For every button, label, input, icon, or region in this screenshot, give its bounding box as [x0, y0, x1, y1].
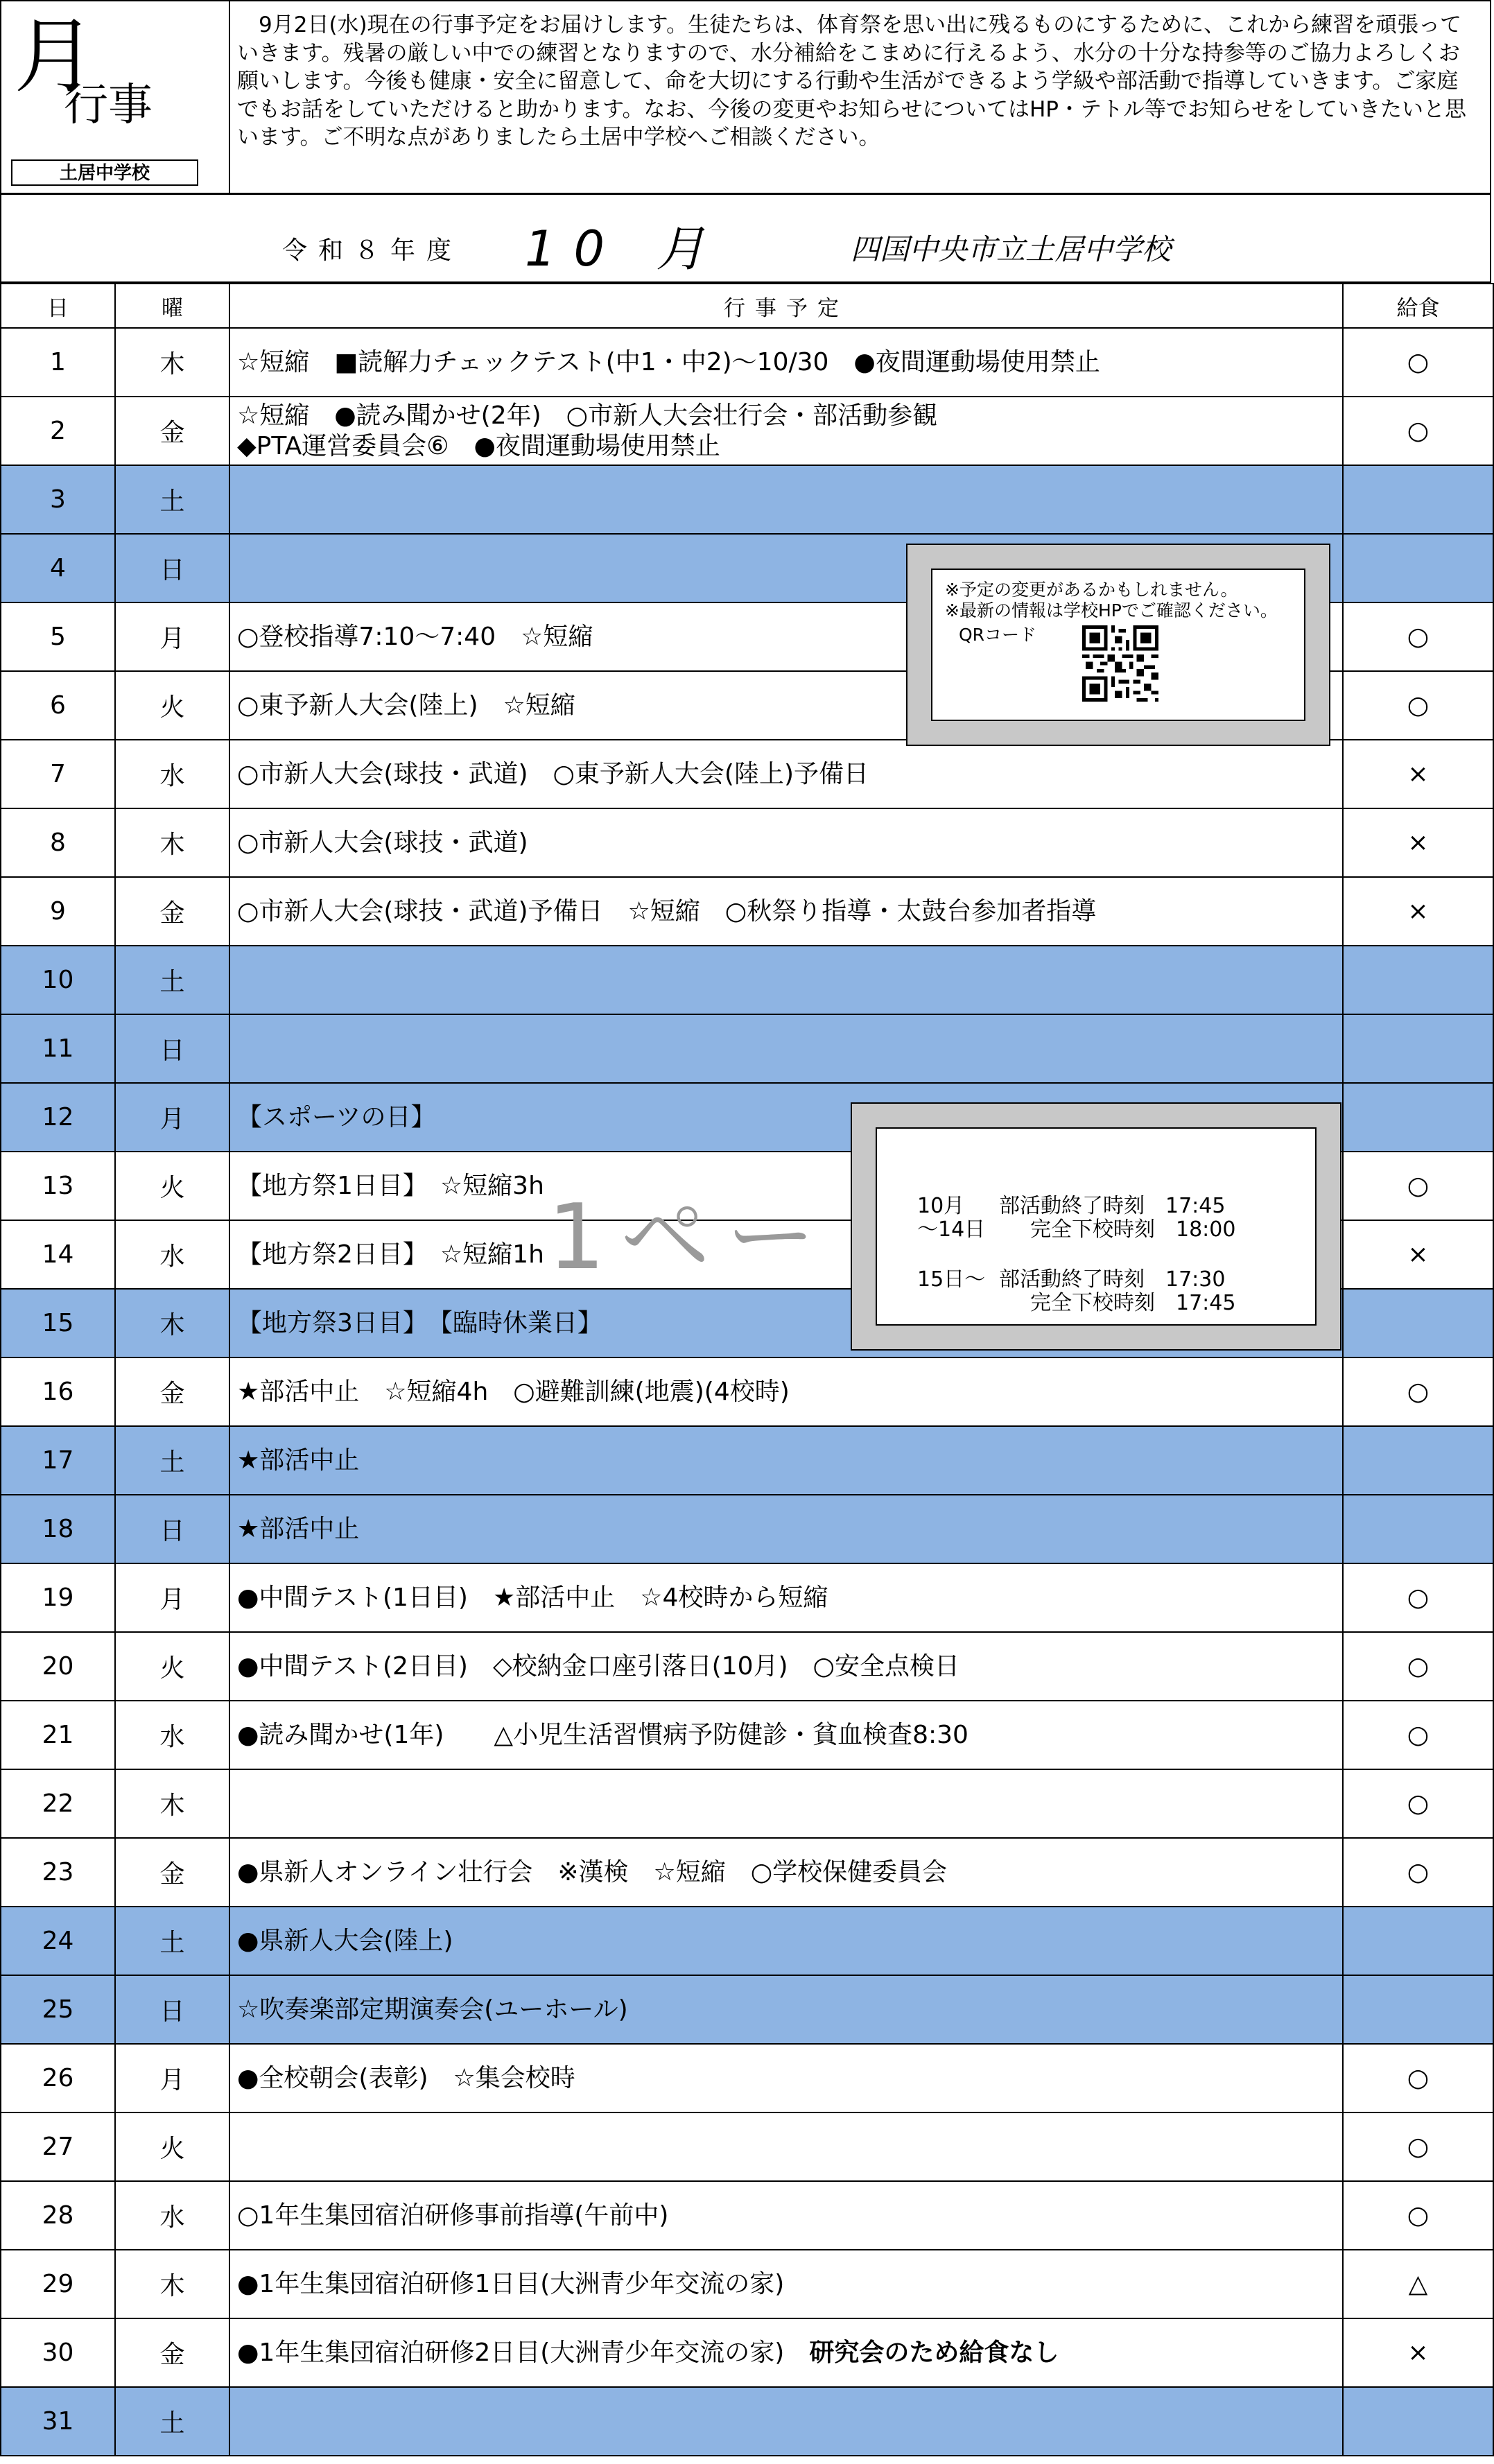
day-cell: 1	[1, 328, 115, 397]
day-cell: 11	[1, 1014, 115, 1083]
events-cell	[229, 1563, 1343, 1632]
weekday-cell: 火	[115, 1152, 229, 1220]
event-line	[237, 756, 1342, 792]
table-row	[1, 2112, 1493, 2181]
event-line	[237, 894, 1342, 929]
table-row	[1, 2318, 1493, 2387]
logo-events-text: 行事	[64, 80, 153, 131]
weekday-cell: 月	[115, 2044, 229, 2112]
events-cell	[229, 2044, 1343, 2112]
day-cell: 19	[1, 1563, 115, 1632]
club-period1-range: ～14日	[917, 1217, 986, 1242]
weekday-cell: 水	[115, 2181, 229, 2250]
weekday-cell: 土	[115, 1426, 229, 1495]
era-year: 令和８年度	[282, 236, 463, 265]
event-text: ●全校朝会(表彰) ☆集会校時	[237, 2064, 575, 2092]
day-cell: 18	[1, 1495, 115, 1563]
weekday-cell: 月	[115, 602, 229, 671]
event-text: 【地方祭1日目】 ☆短縮3h	[237, 1172, 544, 1200]
weekday-cell: 土	[115, 946, 229, 1014]
event-text: 【スポーツの日】	[237, 1103, 436, 1131]
event-text: ☆吹奏楽部定期演奏会(ユーホール)	[237, 1995, 628, 2024]
event-line	[237, 2198, 1342, 2233]
weekday-cell: 金	[115, 877, 229, 946]
event-text: ●中間テスト(2日目) ◇校納金口座引落日(10月) ○安全点検日	[237, 1652, 959, 1681]
club-period1-end: 部活動終了時刻 17:45	[999, 1194, 1226, 1218]
events-cell	[229, 877, 1343, 946]
weekday-cell: 月	[115, 1083, 229, 1152]
lunch-cell: ×	[1343, 1220, 1493, 1289]
day-cell: 21	[1, 1701, 115, 1769]
events-cell	[229, 328, 1343, 397]
weekday-cell: 木	[115, 1769, 229, 1838]
lunch-cell	[1343, 534, 1493, 602]
day-cell: 9	[1, 877, 115, 946]
table-row	[1, 1769, 1493, 1838]
event-text: ★部活中止	[237, 1515, 360, 1543]
table-row	[1, 1975, 1493, 2044]
event-text: ●県新人オンライン壮行会 ※漢検 ☆短縮 ○学校保健委員会	[237, 1858, 948, 1886]
day-cell: 17	[1, 1426, 115, 1495]
day-cell: 26	[1, 2044, 115, 2112]
lunch-cell: ○	[1343, 2044, 1493, 2112]
lunch-cell	[1343, 1426, 1493, 1495]
day-cell: 14	[1, 1220, 115, 1289]
table-row	[1, 946, 1493, 1014]
page-watermark: 1ペー	[548, 1184, 831, 1290]
table-row	[1, 808, 1493, 877]
month-title: 10 月	[525, 220, 723, 277]
event-line	[237, 1923, 1342, 1959]
lunch-cell: ×	[1343, 740, 1493, 808]
table-row	[1, 877, 1493, 946]
weekday-cell: 木	[115, 808, 229, 877]
event-line	[237, 1717, 1342, 1753]
lunch-cell: △	[1343, 2250, 1493, 2318]
day-cell: 8	[1, 808, 115, 877]
lunch-cell	[1343, 1495, 1493, 1563]
event-text: ★部活中止	[237, 1446, 360, 1475]
event-line	[237, 1374, 1342, 1409]
title-band	[0, 195, 1491, 283]
events-cell	[229, 946, 1343, 1014]
club-period2-end: 部活動終了時刻 17:30	[999, 1267, 1226, 1292]
club-period2-label: 15日～	[917, 1267, 986, 1292]
day-cell: 27	[1, 2112, 115, 2181]
events-cell	[229, 1769, 1343, 1838]
events-cell	[229, 1357, 1343, 1426]
lunch-cell	[1343, 1975, 1493, 2044]
table-row	[1, 1495, 1493, 1563]
event-text: ☆短縮 ●読み聞かせ(2年) ○市新人大会壮行会・部活動参観	[237, 401, 938, 430]
event-text: ●県新人大会(陸上)	[237, 1927, 453, 1955]
day-cell: 31	[1, 2387, 115, 2456]
event-text: ●読み聞かせ(1年) △小児生活習慣病予防健診・貧血検査8:30	[237, 1721, 969, 1749]
lunch-cell: ○	[1343, 1701, 1493, 1769]
day-cell: 5	[1, 602, 115, 671]
events-cell	[229, 1632, 1343, 1701]
event-text: ★部活中止 ☆短縮4h ○避難訓練(地震)(4校時)	[237, 1378, 790, 1406]
header-events: 行事予定	[229, 284, 1343, 328]
event-bold-note: 研究会のため給食なし	[809, 2339, 1059, 2367]
weekday-cell: 土	[115, 465, 229, 534]
weekday-cell: 土	[115, 2387, 229, 2456]
event-text: 【地方祭3日目】 【臨時休業日】	[237, 1309, 602, 1337]
day-cell: 10	[1, 946, 115, 1014]
weekday-cell: 木	[115, 1289, 229, 1357]
events-cell	[229, 1975, 1343, 2044]
weekday-cell: 日	[115, 534, 229, 602]
event-text: ○登校指導7:10～7:40 ☆短縮	[237, 623, 593, 651]
qr-notice-box	[906, 544, 1330, 746]
weekday-cell: 土	[115, 1907, 229, 1975]
table-row	[1, 1357, 1493, 1426]
events-cell	[229, 740, 1343, 808]
qr-note-line1: ※予定の変更があるかもしれません。	[945, 580, 1238, 600]
lunch-cell: ○	[1343, 671, 1493, 740]
lunch-cell: ○	[1343, 602, 1493, 671]
lunch-cell: ×	[1343, 808, 1493, 877]
day-cell: 2	[1, 397, 115, 465]
school-name: 四国中央市立土居中学校	[851, 232, 1172, 266]
lunch-cell: ○	[1343, 1769, 1493, 1838]
lunch-cell: ○	[1343, 1632, 1493, 1701]
lunch-cell	[1343, 2387, 1493, 2456]
logo	[1, 1, 230, 193]
event-line	[237, 2335, 1342, 2370]
table-row	[1, 2181, 1493, 2250]
club-period2-leave: 完全下校時刻 17:45	[1030, 1291, 1236, 1315]
day-cell: 29	[1, 2250, 115, 2318]
lunch-cell: ×	[1343, 877, 1493, 946]
club-time-box	[851, 1102, 1341, 1351]
weekday-cell: 木	[115, 328, 229, 397]
header-weekday: 曜	[115, 284, 229, 328]
event-text: 【地方祭2日目】 ☆短縮1h	[237, 1240, 544, 1269]
lunch-cell: ○	[1343, 397, 1493, 465]
table-row	[1, 1838, 1493, 1907]
table-row	[1, 1907, 1493, 1975]
logo-month-char: 月	[14, 8, 96, 104]
logo-school-name: 土居中学校	[11, 159, 198, 186]
lunch-cell: ○	[1343, 1152, 1493, 1220]
table-row	[1, 1563, 1493, 1632]
lunch-cell	[1343, 1014, 1493, 1083]
weekday-cell: 金	[115, 1357, 229, 1426]
day-cell: 28	[1, 2181, 115, 2250]
day-cell: 25	[1, 1975, 115, 2044]
day-cell: 30	[1, 2318, 115, 2387]
day-cell: 16	[1, 1357, 115, 1426]
club-period1-label: 10月	[917, 1194, 965, 1218]
events-cell	[229, 808, 1343, 877]
day-cell: 7	[1, 740, 115, 808]
header-lunch: 給食	[1343, 284, 1493, 328]
day-cell: 23	[1, 1838, 115, 1907]
weekday-cell: 火	[115, 2112, 229, 2181]
lunch-cell: ○	[1343, 2181, 1493, 2250]
event-text: ●中間テスト(1日目) ★部活中止 ☆4校時から短縮	[237, 1584, 828, 1612]
table-row	[1, 2387, 1493, 2456]
event-line	[237, 825, 1342, 860]
event-text: ○東予新人大会(陸上) ☆短縮	[237, 691, 575, 720]
table-row	[1, 2044, 1493, 2112]
qr-code[interactable]	[1082, 625, 1158, 702]
lunch-cell	[1343, 465, 1493, 534]
day-cell: 12	[1, 1083, 115, 1152]
day-cell: 4	[1, 534, 115, 602]
lunch-cell	[1343, 1907, 1493, 1975]
event-text: ○市新人大会(球技・武道) ○東予新人大会(陸上)予備日	[237, 760, 869, 788]
event-text: ○1年生集団宿泊研修事前指導(午前中)	[237, 2201, 669, 2230]
qr-label: QRコード	[959, 625, 1037, 645]
lunch-cell: ○	[1343, 2112, 1493, 2181]
lunch-cell: ×	[1343, 2318, 1493, 2387]
table-row	[1, 1701, 1493, 1769]
day-cell: 24	[1, 1907, 115, 1975]
event-line-2: ◆PTA運営委員会⑥ ●夜間運動場使用禁止	[237, 431, 720, 460]
weekday-cell: 金	[115, 2318, 229, 2387]
events-cell	[229, 397, 1343, 465]
table-row	[1, 1632, 1493, 1701]
event-line	[237, 345, 1342, 380]
event-line	[237, 2060, 1342, 2096]
lunch-cell: ○	[1343, 1357, 1493, 1426]
event-text: ☆短縮 ■読解力チェックテスト(中1・中2)～10/30 ●夜間運動場使用禁止	[237, 348, 1100, 376]
events-cell	[229, 2387, 1343, 2456]
events-cell	[229, 1014, 1343, 1083]
weekday-cell: 金	[115, 1838, 229, 1907]
event-line	[237, 1649, 1342, 1684]
weekday-cell: 日	[115, 1495, 229, 1563]
table-row	[1, 740, 1493, 808]
events-cell	[229, 1907, 1343, 1975]
lunch-cell: ○	[1343, 328, 1493, 397]
weekday-cell: 火	[115, 671, 229, 740]
table-header-row	[1, 284, 1493, 328]
table-row	[1, 465, 1493, 534]
lunch-cell: ○	[1343, 1838, 1493, 1907]
weekday-cell: 金	[115, 397, 229, 465]
club-period1-leave: 完全下校時刻 18:00	[1030, 1217, 1236, 1242]
day-cell: 13	[1, 1152, 115, 1220]
event-line	[237, 2266, 1342, 2302]
events-cell	[229, 1426, 1343, 1495]
event-text: ●1年生集団宿泊研修1日目(大洲青少年交流の家)	[237, 2270, 785, 2298]
day-cell: 3	[1, 465, 115, 534]
header	[0, 0, 1491, 195]
event-line	[237, 1511, 1342, 1547]
lunch-cell	[1343, 946, 1493, 1014]
weekday-cell: 日	[115, 1014, 229, 1083]
lunch-cell: ○	[1343, 1563, 1493, 1632]
events-cell	[229, 1838, 1343, 1907]
notice-text: 9月2日(水)現在の行事予定をお届けします。生徒たちは、体育祭を思い出に残るものにするために、これから練習を頑張っていきます。残暑の厳しい中での練習となりますので、水分補給をこまめに行えるよう、水分の十分な持参等のご協力よろしくお願いします。今後も健康・安全に留意して、命を大切にする行動や生活ができるよう学級や部活動で指導していきます。ご家庭でもお話をしていただけると助かります。なお、今後の変更やお知らせについてはHP・テトル等でお知らせをしていきたいと思います。ご不明な点がありましたら土居中学校へご相談ください。	[237, 12, 1467, 150]
event-text: ○市新人大会(球技・武道)予備日 ☆短縮 ○秋祭り指導・太鼓台参加者指導	[237, 897, 1097, 926]
lunch-cell	[1343, 1289, 1493, 1357]
table-row	[1, 2250, 1493, 2318]
weekday-cell: 木	[115, 2250, 229, 2318]
event-text: ○市新人大会(球技・武道)	[237, 828, 528, 857]
table-row	[1, 1426, 1493, 1495]
day-cell: 20	[1, 1632, 115, 1701]
events-cell	[229, 2112, 1343, 2181]
qr-note	[945, 580, 1278, 621]
day-cell: 22	[1, 1769, 115, 1838]
weekday-cell: 水	[115, 740, 229, 808]
day-cell: 6	[1, 671, 115, 740]
event-line	[237, 401, 1342, 431]
lunch-cell	[1343, 1083, 1493, 1152]
event-line	[237, 1992, 1342, 2027]
weekday-cell: 月	[115, 1563, 229, 1632]
weekday-cell: 火	[115, 1632, 229, 1701]
qr-note-line2: ※最新の情報は学校HPでご確認ください。	[945, 600, 1278, 621]
event-line	[237, 1443, 1342, 1478]
events-cell	[229, 2250, 1343, 2318]
events-cell	[229, 2318, 1343, 2387]
weekday-cell: 水	[115, 1220, 229, 1289]
table-row	[1, 328, 1493, 397]
weekday-cell: 日	[115, 1975, 229, 2044]
table-row	[1, 397, 1493, 465]
event-line	[237, 1855, 1342, 1890]
event-line	[237, 1580, 1342, 1615]
weekday-cell: 水	[115, 1701, 229, 1769]
header-day: 日	[1, 284, 115, 328]
events-cell	[229, 465, 1343, 534]
events-cell	[229, 1495, 1343, 1563]
table-row	[1, 1014, 1493, 1083]
events-cell	[229, 2181, 1343, 2250]
event-text: ●1年生集団宿泊研修2日目(大洲青少年交流の家)	[237, 2339, 785, 2367]
day-cell: 15	[1, 1289, 115, 1357]
events-cell	[229, 1701, 1343, 1769]
